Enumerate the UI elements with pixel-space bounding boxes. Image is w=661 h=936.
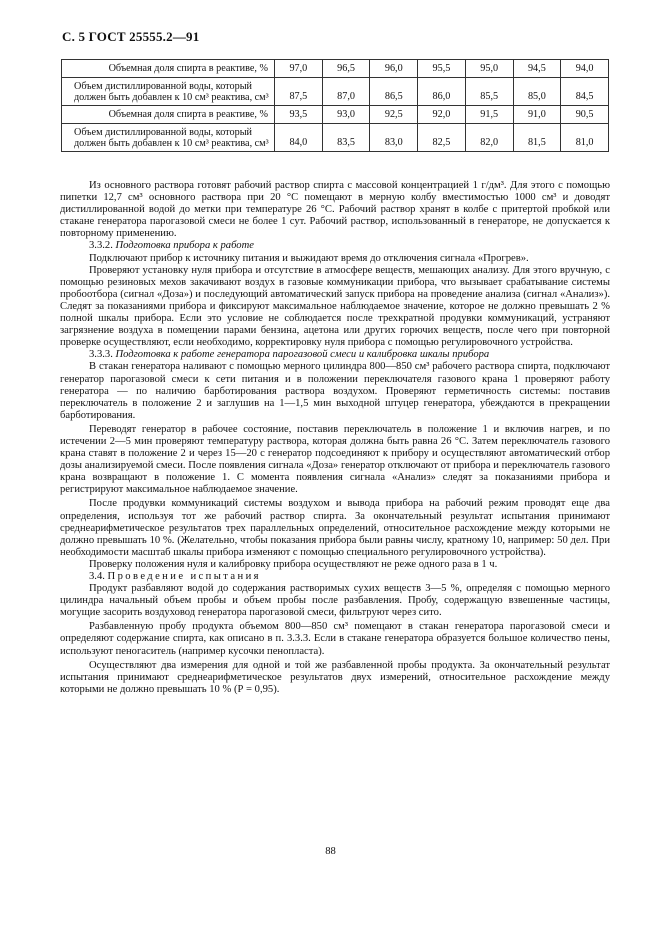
paragraph: После продувки коммуникаций системы воздухом и вывода прибора на рабочий режим проводят еще два определения, используя тот же рабочий раствор спирта. За окончательный результат испытания принимают среднеарифметическое результатов трех параллельных определений, относительное расхождение между которыми не должно превышать 10 %. (Желательно, чтобы показания прибора были равны числу, кратному 10, например: 50 дел. При необходимости масштаб шкалы прибора изменяют с помощью специального регулировочного устройства). xyxy=(60,498,610,558)
section-number: 3.3.2. xyxy=(89,240,113,252)
table-cell: 85,5 xyxy=(465,78,513,106)
page-header: С. 5 ГОСТ 25555.2—91 xyxy=(62,29,200,44)
table-cell: 96,0 xyxy=(370,60,418,78)
table-cell: 91,0 xyxy=(513,106,561,124)
table-cell: 95,5 xyxy=(418,60,466,78)
paragraph: Проверяют установку нуля прибора и отсутствие в атмосфере веществ, мешающих анализу. Для этого вручную, с помощью резиновых мехов закачивают воздух в газовые коммуникации прибора, что вызывает срабатывание системы пробоотбора (сигнал «Доза») и последующий автоматический запуск прибора на проведение анализа (сигнал «Анализ»). Следят за показаниями прибора и фиксируют максимальное наблюдаемое значение, которое не должно превышать 2 % полной шкалы прибора. Если это условие не соблюдается после трехкратной продувки коммуникаций, устраняют загрязнение воздуха в помещении парами бензина, ацетона или других горючих веществ, после чего при повторной проверке осуществляют, если необходимо, корректировку нуля прибора с помощью регулировочного устройства. xyxy=(60,264,610,349)
alcohol-dilution-table xyxy=(61,59,609,152)
table-cell: 81,5 xyxy=(513,124,561,152)
table-cell: 85,0 xyxy=(513,78,561,106)
table-cell: 92,0 xyxy=(418,106,466,124)
paragraph: Из основного раствора готовят рабочий раствор спирта с массовой концентрацией 1 г/дм³. Для этого с помощью пипетки 12,7 см³ основного раствора при 20 °С помещают в мерную колбу вместимостью 1000 см³ и доводят дистиллированной водой до метки при температуре 26 °С. Рабочий раствор хранят в колбе с притертой пробкой или стакане генератора парогазовой смеси не более 1 сут. Рабочий раствор, использованный в генераторе, не допускается к повторному применению. xyxy=(60,180,610,240)
table-cell: 93,0 xyxy=(322,106,370,124)
table-cell: 94,0 xyxy=(561,60,609,78)
table-cell: 84,5 xyxy=(561,78,609,106)
table-cell: 96,5 xyxy=(322,60,370,78)
section-title: Подготовка к работе генератора парогазовой смеси и калибровка шкалы прибора xyxy=(115,349,490,361)
paragraph: Продукт разбавляют водой до содержания растворимых сухих веществ 3—5 %, определяя с помощью мерного цилиндра начальный объем пробы и объем пробы после разбавления. Пробу, содержащую взвешенные частицы, могущие засорить воздуховод генератора парогазовой смеси, фильтруют через сито. xyxy=(60,583,610,619)
table-cell: 93,5 xyxy=(275,106,323,124)
paragraph: Осуществляют два измерения для одной и той же разбавленной пробы продукта. За окончательный результат испытания принимают среднеарифметическое результатов двух измерений, относительное расхождение между которыми не должно превышать 10 % (Р = 0,95). xyxy=(60,659,610,695)
section-title: Проведение испытания xyxy=(107,571,261,582)
row-label: Объемная доля спирта в реактиве, % xyxy=(62,60,275,78)
row-label: Объемная доля спирта в реактиве, % xyxy=(62,106,275,124)
table-cell: 91,5 xyxy=(465,106,513,124)
section-heading-3-3-2 xyxy=(60,240,610,252)
table-cell: 95,0 xyxy=(465,60,513,78)
table-cell: 84,0 xyxy=(275,124,323,152)
section-title: Подготовка прибора к работе xyxy=(115,240,254,252)
table-cell: 83,5 xyxy=(322,124,370,152)
table-cell: 97,0 xyxy=(275,60,323,78)
table-row xyxy=(62,60,609,78)
paragraph: Разбавленную пробу продукта объемом 800—850 см³ помещают в стакан генератора парогазовой смеси и определяют содержание спирта, как описано в п. 3.3.3. Если в стакане генератора образуется большое количество пены, используют пеногаситель (например кусочки пенопласта). xyxy=(60,621,610,657)
table-row xyxy=(62,124,609,152)
table-cell: 90,5 xyxy=(561,106,609,124)
table-cell: 82,5 xyxy=(418,124,466,152)
section-number: 3.4. xyxy=(89,571,105,582)
table-cell: 81,0 xyxy=(561,124,609,152)
paragraph: Переводят генератор в рабочее состояние, поставив переключатель в положение 1 и включив нагрев, и по истечении 2—5 мин проверяют температуру раствора, которая должна быть равна 26 °С. Затем переключатель газового крана ставят в положение 2 и через 15—20 с генератор подсоединяют к прибору и осуществляют автоматический отбор дозы анализируемой смеси. После появления сигнала «Доза» генератор отключают от прибора и переключатель газового крана возвращают в положение 1. С момента появления сигнала «Анализ» следят за показаниями прибора и регистрируют максимальное наблюдаемое значение. xyxy=(60,423,610,496)
paragraph: Подключают прибор к источнику питания и выжидают время до отключения сигнала «Прогрев». xyxy=(89,252,529,264)
table-row xyxy=(62,106,609,124)
page-number: 88 xyxy=(325,846,336,857)
table-cell: 86,5 xyxy=(370,78,418,106)
table-cell: 82,0 xyxy=(465,124,513,152)
paragraph: В стакан генератора наливают с помощью мерного цилиндра 800—850 см³ рабочего раствора спирта, подключают генератор парогазовой смеси к сети питания и в положении переключателя газового крана 1 проверяют работу генератора — по наличию барботирования раствора воздухом. Проверяют герметичность системы: поставив переключатель в положение 2 и заглушив на 1—1,5 мин выходной штуцер генератора, убеждаются в прекращении барботирования. xyxy=(60,361,610,421)
table-cell: 94,5 xyxy=(513,60,561,78)
table-cell: 86,0 xyxy=(418,78,466,106)
section-number: 3.3.3. xyxy=(89,349,113,361)
row-label: Объем дистиллированной воды, который должен быть добавлен к 10 см³ реактива, см³ xyxy=(62,124,275,152)
table-cell: 87,5 xyxy=(275,78,323,106)
section-heading-3-3-3 xyxy=(60,349,610,361)
row-label: Объем дистиллированной воды, который должен быть добавлен к 10 см³ реактива, см³ xyxy=(62,78,275,106)
body-text xyxy=(60,180,610,696)
table-cell: 87,0 xyxy=(322,78,370,106)
table-cell: 92,5 xyxy=(370,106,418,124)
section-heading-3-4 xyxy=(60,571,610,583)
table-row xyxy=(62,78,609,106)
paragraph: Проверку положения нуля и калибровку прибора осуществляют не реже одного раза в 1 ч. xyxy=(89,558,498,570)
table-cell: 83,0 xyxy=(370,124,418,152)
